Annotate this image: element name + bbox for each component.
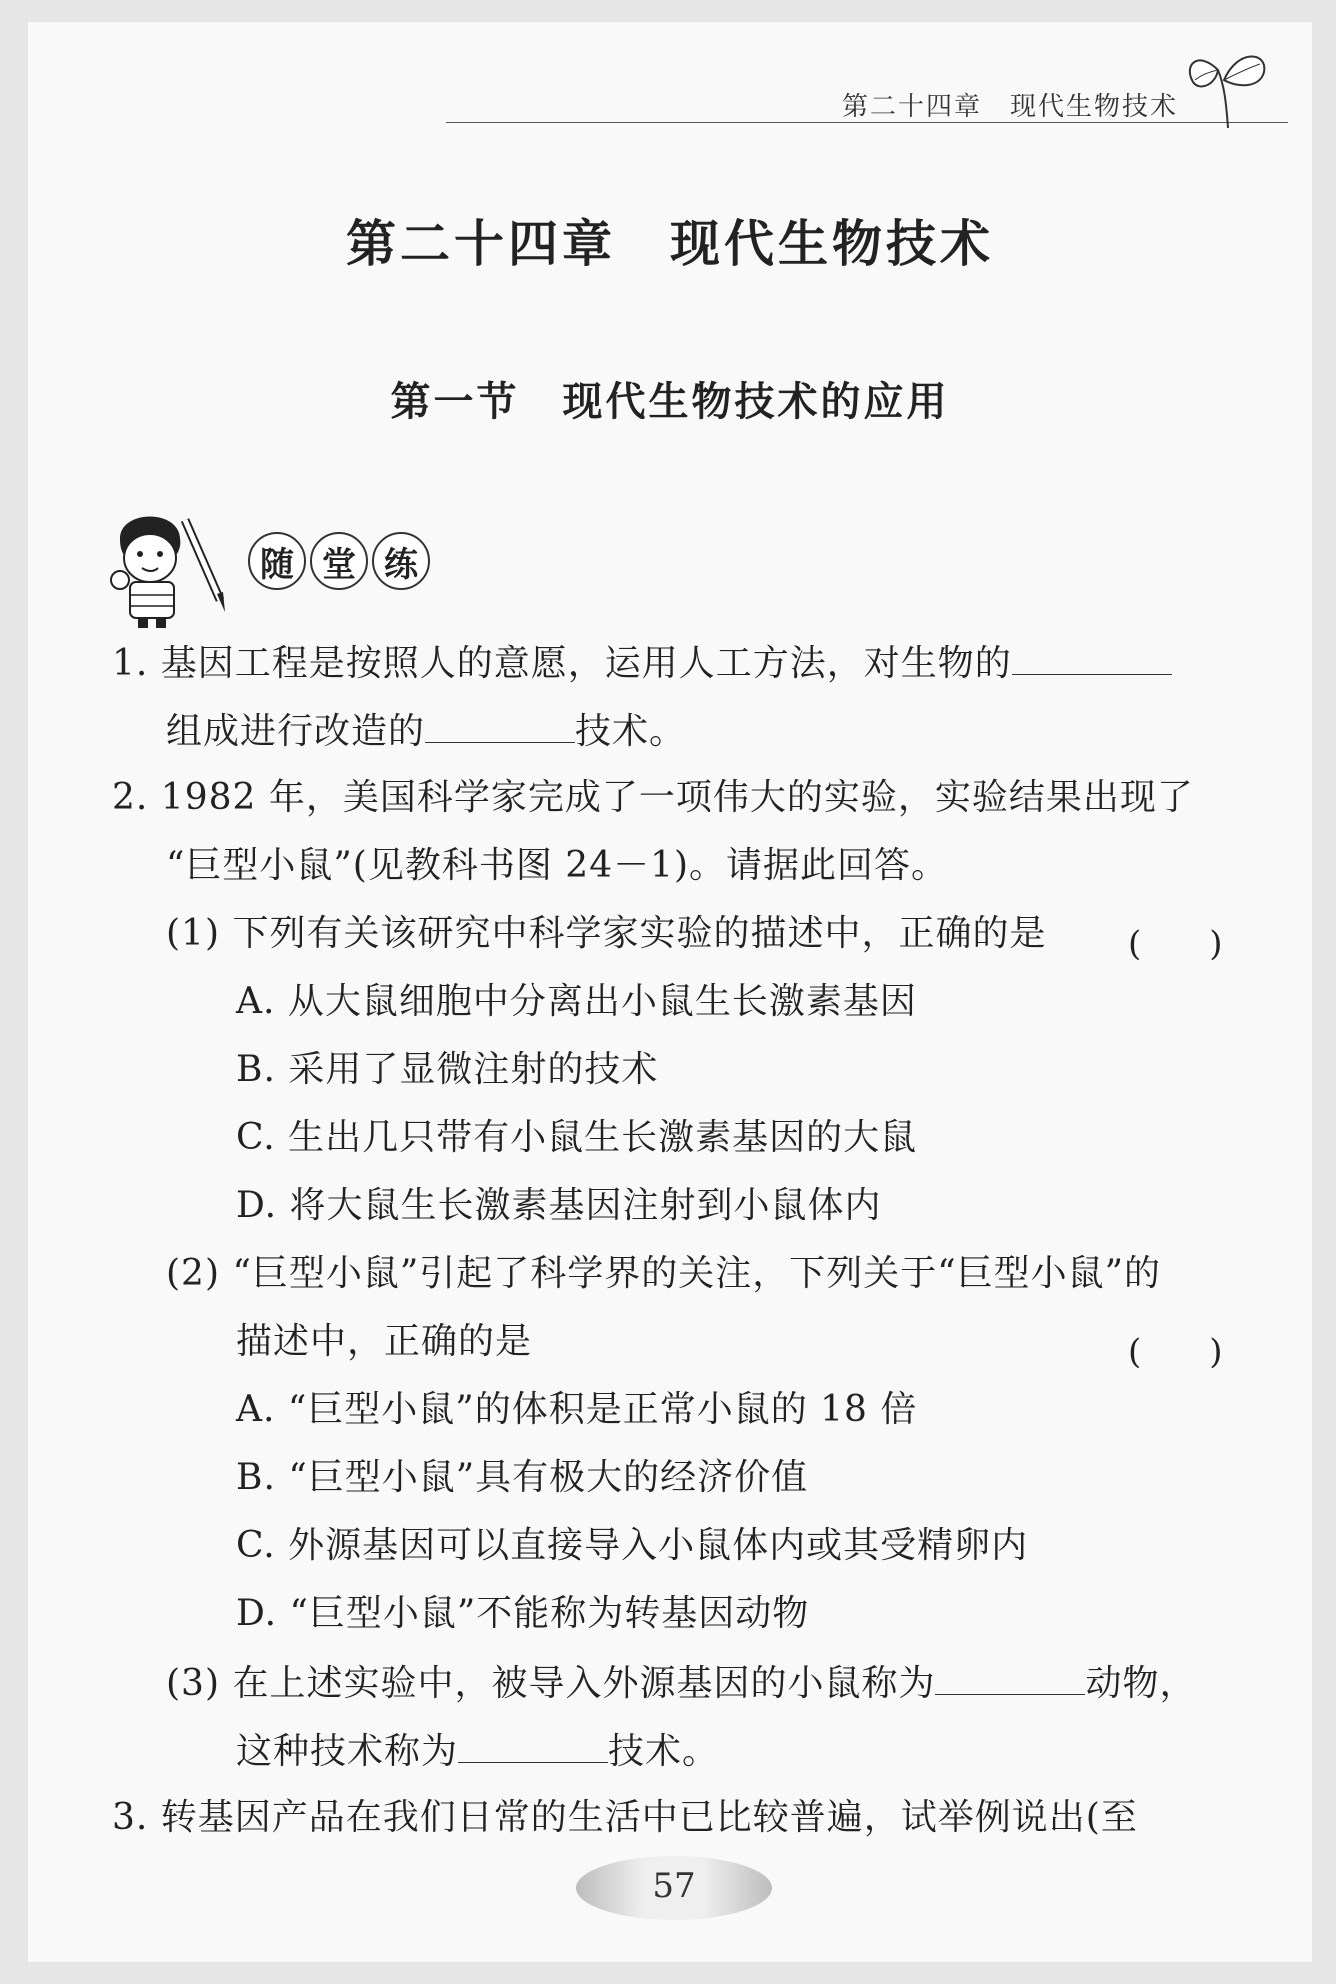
option-d: D. “巨型小鼠”不能称为转基因动物 <box>236 1593 810 1634</box>
question-2-line-2: “巨型小鼠”(见教科书图 24－1)。请据此回答。 <box>166 845 949 886</box>
option-a: A. 从大鼠细胞中分离出小鼠生长激素基因 <box>236 981 917 1022</box>
answer-bracket[interactable]: ( ) <box>1128 1332 1223 1372</box>
banner-char: 堂 <box>310 532 368 590</box>
answer-bracket[interactable]: ( ) <box>1128 924 1223 964</box>
question-2-3-line-2: 这种技术称为 技术。 <box>236 1731 720 1772</box>
banner-char: 练 <box>372 532 430 590</box>
document-page <box>28 22 1312 1962</box>
answer-blank[interactable] <box>458 1732 608 1763</box>
option-b: B. “巨型小鼠”具有极大的经济价值 <box>236 1457 809 1498</box>
section-title: 第一节 现代生物技术的应用 <box>390 379 950 425</box>
option-b: B. 采用了显微注射的技术 <box>236 1049 659 1090</box>
question-1-line-2: 组成进行改造的 技术。 <box>166 711 687 752</box>
header-rule <box>446 122 1288 123</box>
page-number: 57 <box>652 1866 696 1906</box>
answer-blank[interactable] <box>1012 644 1172 675</box>
option-c: C. 生出几只带有小鼠生长激素基因的大鼠 <box>236 1117 918 1158</box>
running-header: 第二十四章 现代生物技术 <box>842 92 1179 122</box>
question-2-3-line-1: (3) 在上述实验中，被导入外源基因的小鼠称为 动物， <box>166 1663 1197 1704</box>
leaf-sprout-icon <box>1178 40 1278 130</box>
option-c: C. 外源基因可以直接导入小鼠体内或其受精卵内 <box>236 1525 1029 1566</box>
student-mascot-icon <box>90 500 240 630</box>
practice-banner <box>248 532 430 590</box>
chapter-title: 第二十四章 现代生物技术 <box>346 215 994 273</box>
answer-blank[interactable] <box>425 712 575 743</box>
question-1-line-1: 1. 基因工程是按照人的意愿，运用人工方法，对生物的 <box>112 644 1172 682</box>
option-d: D. 将大鼠生长激素基因注射到小鼠体内 <box>236 1185 882 1226</box>
option-a: A. “巨型小鼠”的体积是正常小鼠的 18 倍 <box>236 1389 918 1430</box>
question-2-2-stem-line-1: (2) “巨型小鼠”引起了科学界的关注，下列关于“巨型小鼠”的 <box>166 1253 1162 1294</box>
question-2-1-stem: (1) 下列有关该研究中科学家实验的描述中，正确的是 <box>166 913 1047 954</box>
question-3-line-1: 3. 转基因产品在我们日常的生活中已比较普遍，试举例说出(至 <box>112 1797 1138 1838</box>
question-2-2-stem-line-2: 描述中，正确的是 <box>236 1321 533 1362</box>
question-2-line-1: 2. 1982 年，美国科学家完成了一项伟大的实验，实验结果出现了 <box>112 777 1194 818</box>
banner-char: 随 <box>248 532 306 590</box>
answer-blank[interactable] <box>935 1664 1085 1695</box>
